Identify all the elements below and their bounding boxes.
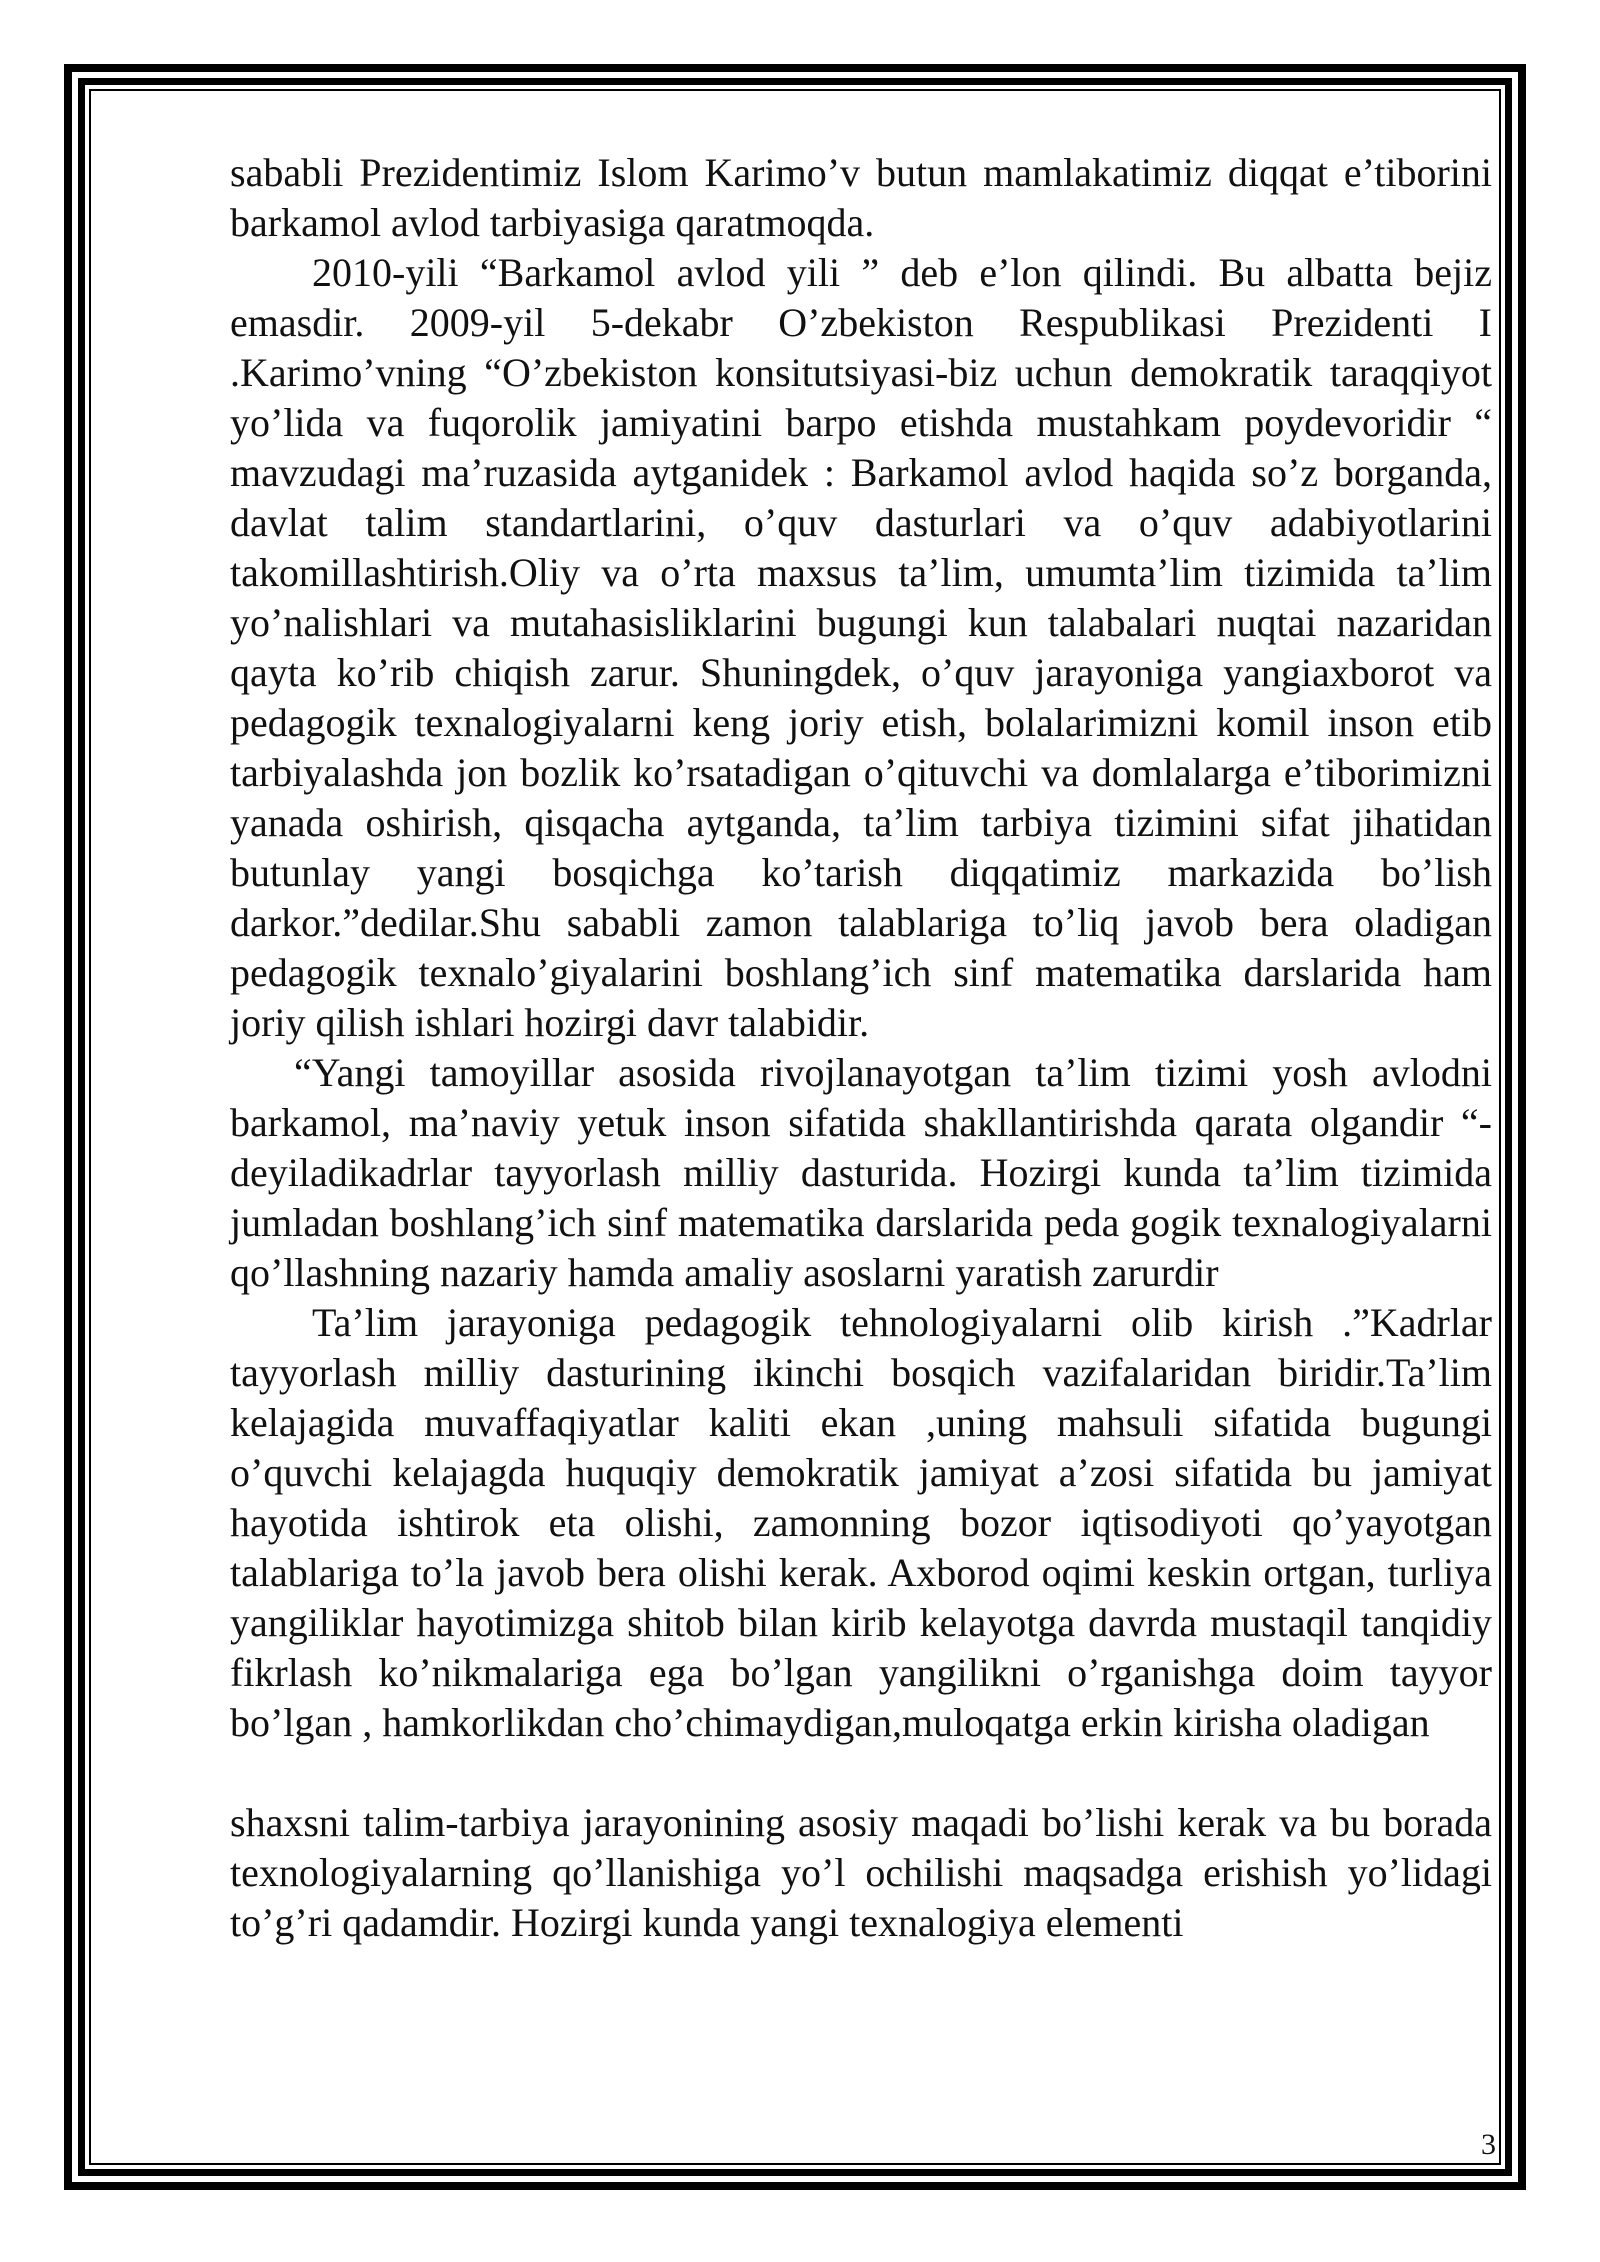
- paragraph-2: 2010-yili “Barkamol avlod yili ” deb e’lon qilindi. Bu albatta bejiz emasdir. 2009-yil 5-dekabr O’zbekiston Respublikasi Prezidenti I .Karimo’vning “O’zbekiston konsitutsiyasi-biz uchun demokratik taraqqiyot yo’lida va fuqorolik jamiyatini barpo etishda mustahkam poydevoridir “ mavzudagi ma’ruzasida aytganidek : Barkamol avlod haqida so’z borganda, davlat talim standartlarini, o’quv dasturlari va o’quv adabiyotlarini takomillashtirish.Oliy va o’rta maxsus ta’lim, umumta’lim tizimida ta’lim yo’nalishlari va mutahasisliklarini bugungi kun talabalari nuqtai nazaridan qayta ko’rib chiqish zarur. Shuningdek, o’quv jarayoniga yangiaxborot va pedagogik texnalogiyalarni keng joriy etish, bolalarimizni komil inson etib tarbiyalashda jon bozlik ko’rsatadigan o’qituvchi va domlalarga e’tiborimizni yanada oshirish, qisqacha aytganda, ta’lim tarbiya tizimini sifat jihatidan butunlay yangi bosqichga ko’tarish diqqatimiz markazida bo’lish darkor.”dedilar.Shu sababli zamon talablariga to’liq javob bera oladigan pedagogik texnalo’giyalarini boshlang’ich sinf matematika darslarida ham joriy qilish ishlari hozirgi davr talabidir.: [230, 250, 1492, 1045]
- paragraph-5: shaxsni talim-tarbiya jarayonining asosiy maqadi bo’lishi kerak va bu borada texnologiyalarning qo’llanishiga yo’l ochilishi maqsadga erishish yo’lidagi to’g’ri qadamdir. Hozirgi kunda yangi texnalogiya elementi: [230, 1800, 1492, 1945]
- paragraph-1: sababli Prezidentimiz Islom Karimo’v butun mamlakatimiz diqqat e’tiborini barkamol avlod tarbiyasiga qaratmoqda.: [230, 150, 1492, 245]
- document-body: [230, 148, 1492, 1948]
- page-number: 3: [1481, 2128, 1496, 2161]
- paragraph-3: “Yangi tamoyillar asosida rivojlanayotgan ta’lim tizimi yosh avlodni barkamol, ma’naviy yetuk inson sifatida shakllantirishda qarata olgandir “-deyiladikadrlar tayyorlash milliy dasturida. Hozirgi kunda ta’lim tizimida jumladan boshlang’ich sinf matematika darslarida peda gogik texnalogiyalarni qo’llashning nazariy hamda amaliy asoslarni yaratish zarurdir: [230, 1050, 1492, 1295]
- paragraph-4: Ta’lim jarayoniga pedagogik tehnologiyalarni olib kirish .”Kadrlar tayyorlash milliy dasturining ikinchi bosqich vazifalaridan biridir.Ta’lim kelajagida muvaffaqiyatlar kaliti ekan ,uning mahsuli sifatida bugungi o’quvchi kelajagda huquqiy demokratik jamiyat a’zosi sifatida bu jamiyat hayotida ishtirok eta olishi, zamonning bozor iqtisodiyoti qo’yayotgan talablariga to’la javob bera olishi kerak. Axborod oqimi keskin ortgan, turliya yangiliklar hayotimizga shitob bilan kirib kelayotga davrda mustaqil tanqidiy fikrlash ko’nikmalariga ega bo’lgan yangilikni o’rganishga doim tayyor bo’lgan , hamkorlikdan cho’chimaydigan,muloqatga erkin kirisha oladigan: [230, 1300, 1492, 1745]
